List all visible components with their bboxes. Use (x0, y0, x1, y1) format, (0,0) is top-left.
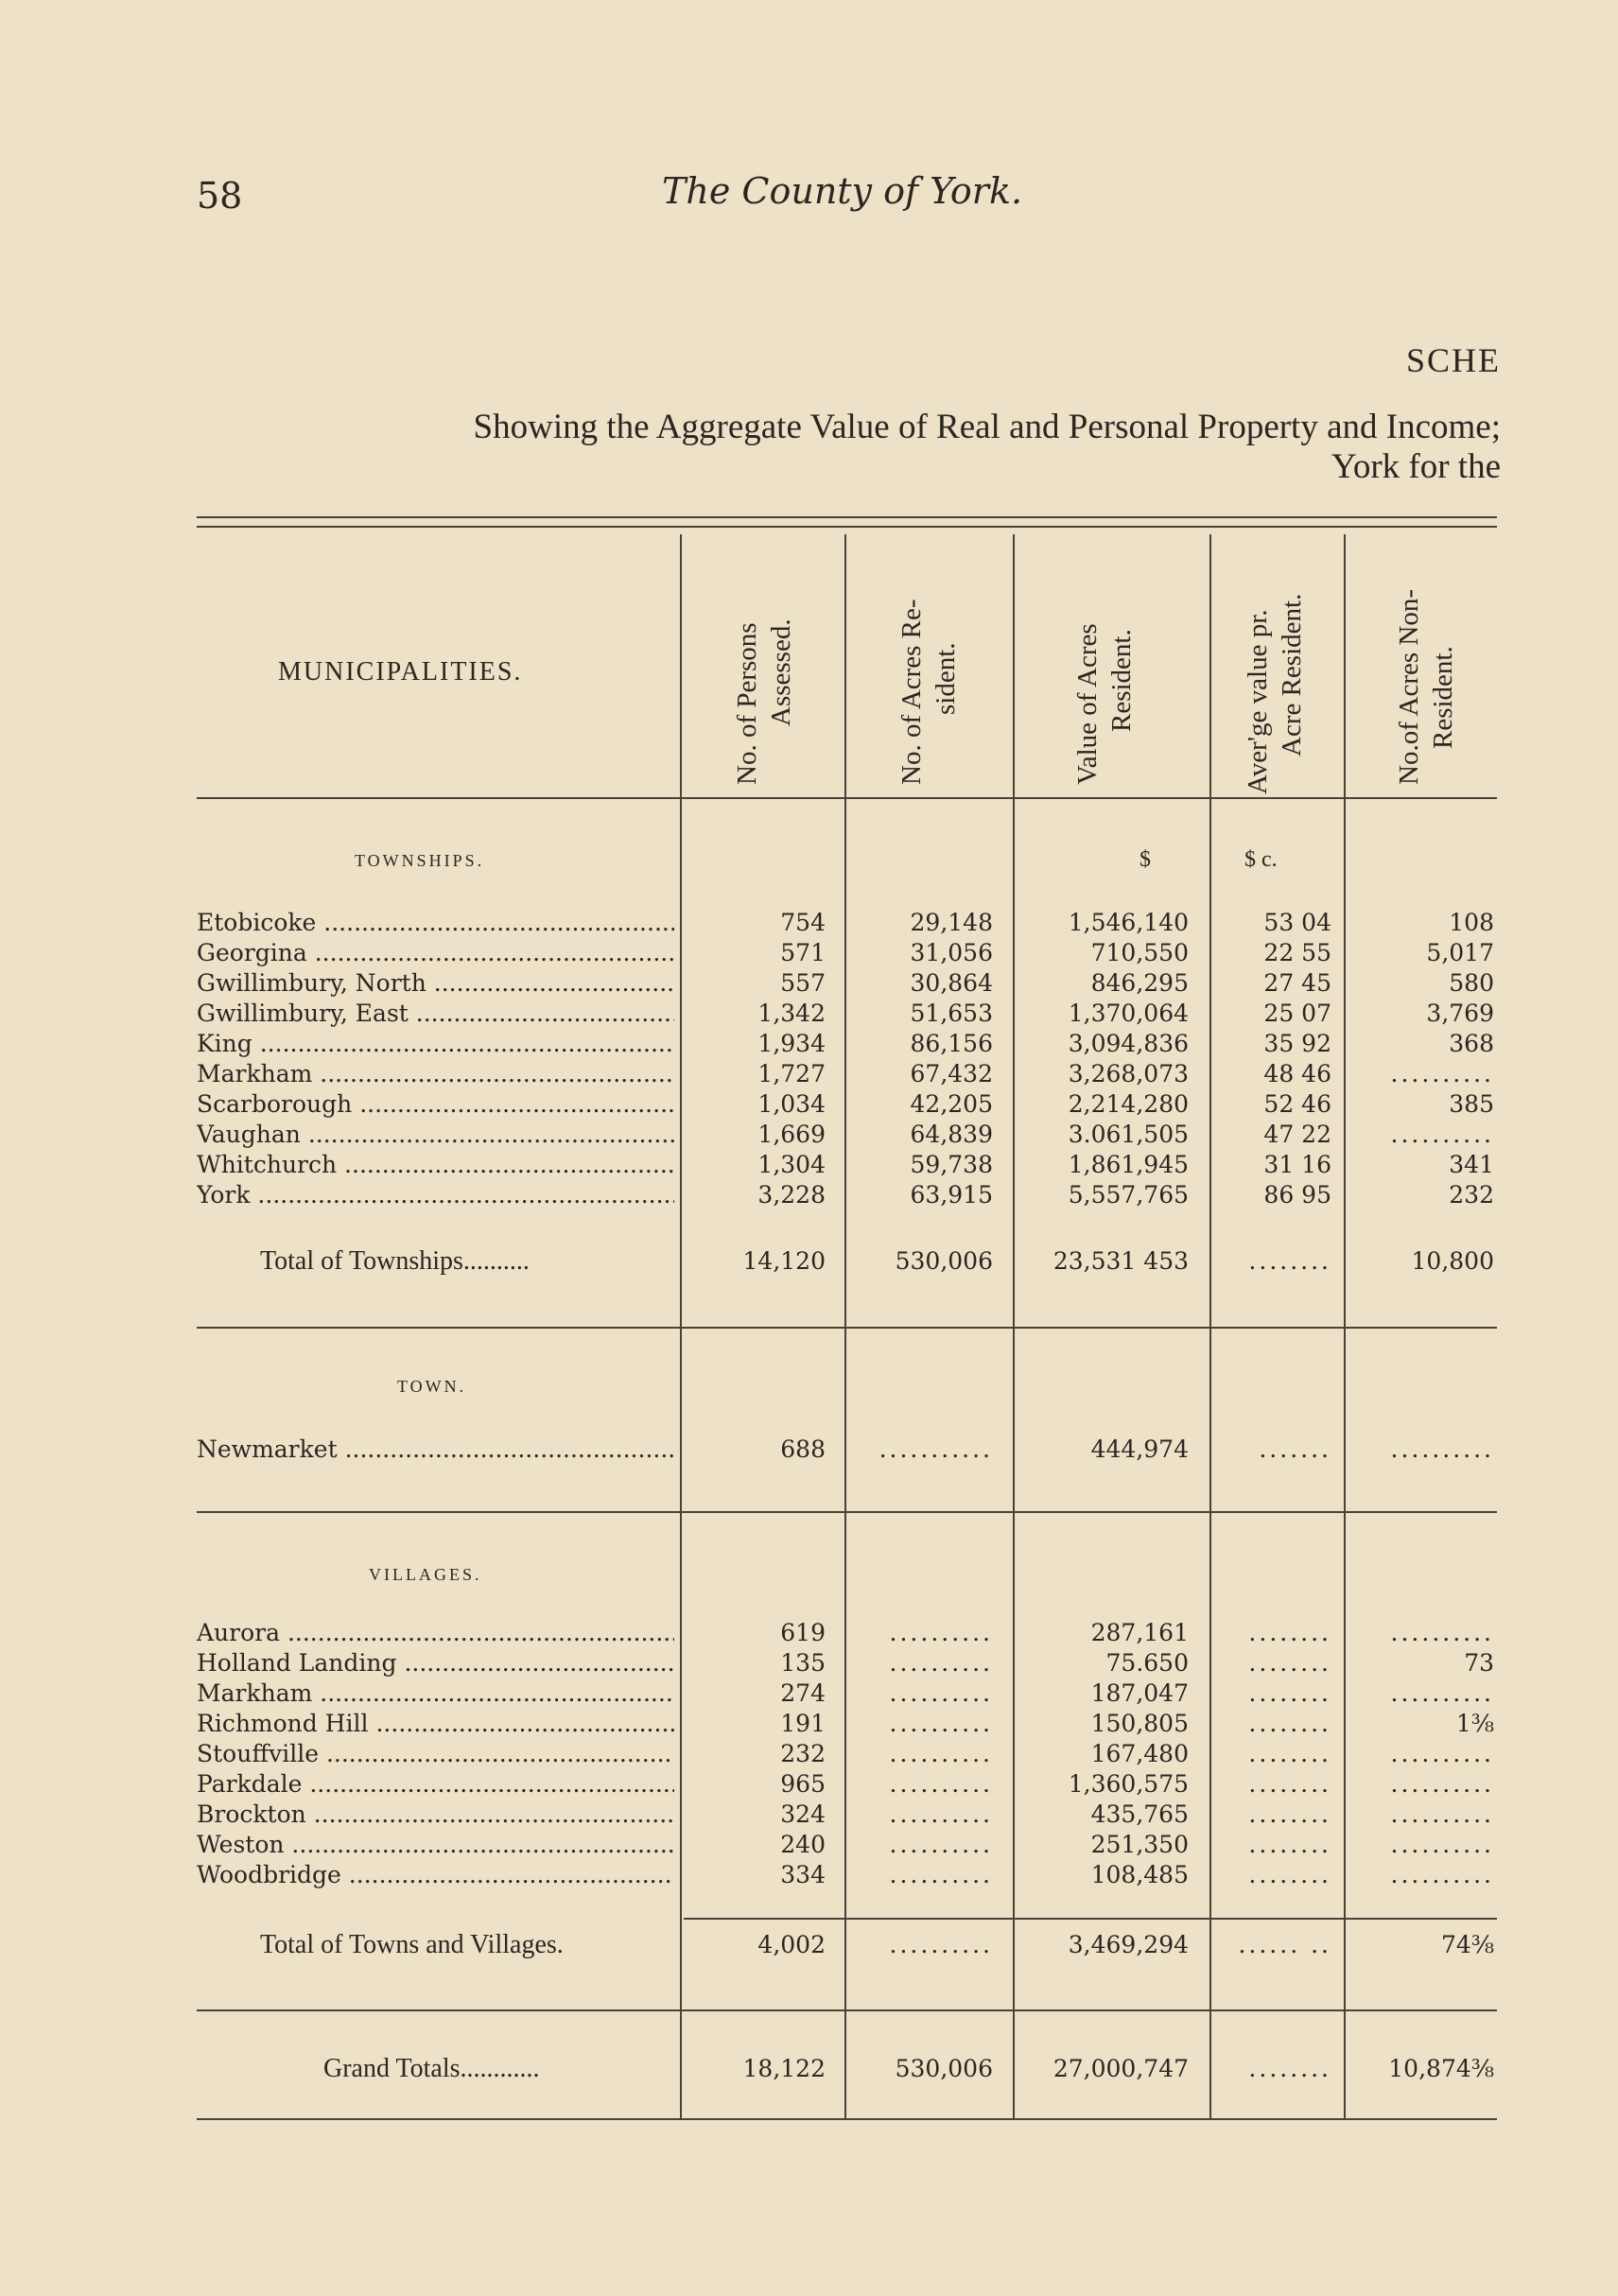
header-bottom-rule (197, 797, 1497, 799)
townships-total-row: Total of Townships.......... 14,120 530,006 23,531 453 ........ 10,800 (260, 1246, 1494, 1276)
table-row: Woodbridge ..... 334 .......... 108,485 ........ .......... (0, 1860, 1618, 1890)
table-row: York ..... 3,228 63,915 5,557,765 86 95 232 (0, 1180, 1618, 1210)
table-top-rule-2 (197, 526, 1497, 528)
header-avg-value: Aver'ge value pr. Acre Resident. (1243, 593, 1307, 794)
table-row: Stouffville ..... 232 .......... 167,480 ........ .......... (0, 1739, 1618, 1769)
table-row: Newmarket ..... 688 ........... 444,974 ....... .......... (0, 1435, 1618, 1465)
table-row: Brockton ..... 324 .......... 435,765 ........ .......... (0, 1800, 1618, 1830)
table-row: Aurora ..... 619 .......... 287,161 ........ .......... (0, 1618, 1618, 1648)
page-number: 58 (197, 175, 243, 217)
villages-bottom-rule (197, 2009, 1497, 2011)
section-label-townships: TOWNSHIPS. (355, 851, 485, 870)
table-row: Parkdale ..... 965 .......... 1,360,575 ........ .......... (0, 1769, 1618, 1800)
subtitle-line-2: York for the (1331, 447, 1501, 486)
running-head: The County of York. (662, 170, 1023, 212)
table-bottom-rule (197, 2118, 1497, 2120)
header-acres-resident: No. of Acres Re- sident. (896, 599, 961, 785)
table-row: Markham ..... 1,727 67,432 3,268,073 48 46 .......... (0, 1059, 1618, 1089)
town-bottom-rule (197, 1511, 1497, 1513)
table-row: Whitchurch ..... 1,304 59,738 1,861,945 31 16 341 (0, 1150, 1618, 1180)
table-row: King ..... 1,934 86,156 3,094,836 35 92 368 (0, 1029, 1618, 1059)
subtitle-line-1: Showing the Aggregate Value of Real and Personal Property and Income; (473, 408, 1501, 446)
unit-value: $ (1140, 847, 1151, 872)
unit-avg: $ c. (1244, 847, 1278, 872)
header-value-acres: Value of Acres Resident. (1072, 623, 1137, 785)
table-row: Weston ..... 240 .......... 251,350 ........ .......... (0, 1830, 1618, 1860)
section-label-town: TOWN. (397, 1377, 467, 1396)
header-acres-nonresident: No.of Acres Non- Resident. (1394, 589, 1458, 785)
table-row: Gwillimbury, North ..... 557 30,864 846,295 27 45 580 (0, 968, 1618, 999)
table-row: Scarborough ..... 1,034 42,205 2,214,280 52 46 385 (0, 1089, 1618, 1120)
table-row: Gwillimbury, East ..... 1,342 51,653 1,370,064 25 07 3,769 (0, 999, 1618, 1029)
table-row: Holland Landing ..... 135 .......... 75.650 ........ 73 (0, 1648, 1618, 1679)
villages-total-rule (684, 1918, 1497, 1920)
schedule-title: SCHE (1405, 341, 1501, 379)
table-row: Richmond Hill ..... 191 .......... 150,805 ........ 1⅜ (0, 1709, 1618, 1739)
table-row: Etobicoke ..... 754 29,148 1,546,140 53 04 108 (0, 908, 1618, 938)
townships-total-rule (197, 1327, 1497, 1329)
header-municipalities: MUNICIPALITIES. (278, 657, 523, 687)
table-top-rule (197, 516, 1497, 518)
table-row: Vaughan ..... 1,669 64,839 3.061,505 47 22 .......... (0, 1120, 1618, 1150)
header-persons: No. of Persons Assessed. (732, 618, 796, 785)
section-label-villages: VILLAGES. (369, 1565, 482, 1584)
grand-total-row: Grand Totals............ 18,122 530,006 27,000,747 ........ 10,874⅜ (323, 2054, 1494, 2083)
table-row: Georgina ..... 571 31,056 710,550 22 55 5,017 (0, 938, 1618, 968)
table-row: Markham ..... 274 .......... 187,047 ........ .......... (0, 1679, 1618, 1709)
villages-total-row: Total of Towns and Villages. 4,002 .......... 3,469,294 ...... .. 74⅜ (260, 1930, 1494, 1959)
